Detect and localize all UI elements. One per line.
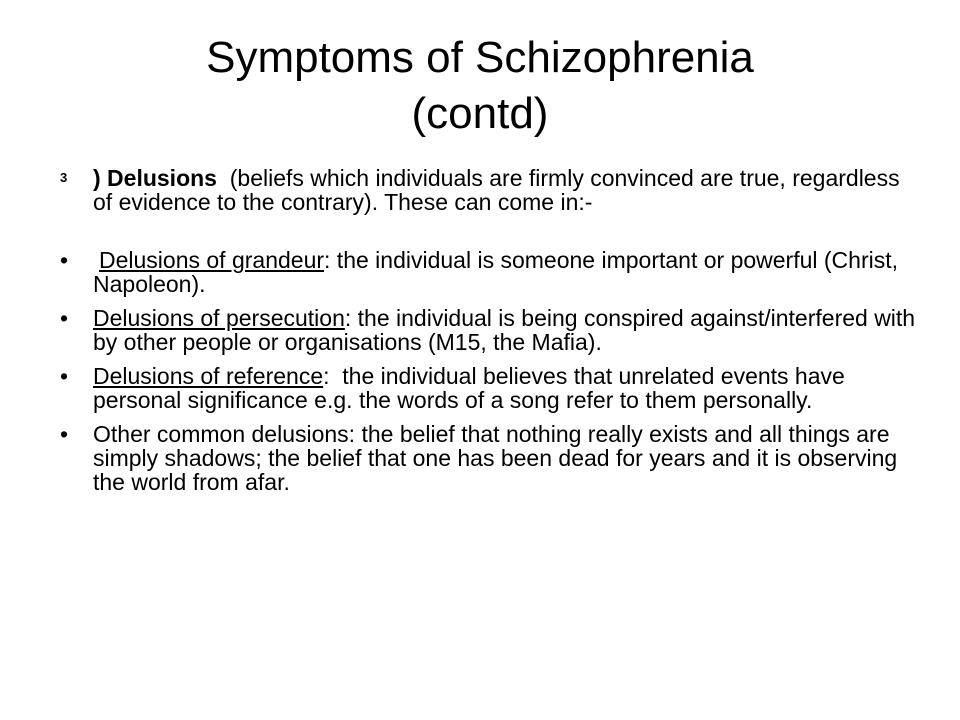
bullet-term: Delusions of grandeur bbox=[99, 247, 325, 273]
bullet-icon: • bbox=[60, 421, 69, 447]
bullet-list bbox=[60, 248, 920, 494]
bullet-icon: • bbox=[60, 305, 69, 331]
bullet-term: Delusions of persecution bbox=[93, 305, 345, 331]
bullet-icon: • bbox=[60, 363, 69, 389]
bullet-term: Delusions of reference bbox=[93, 363, 324, 389]
list-item bbox=[60, 422, 920, 494]
list-item bbox=[60, 364, 920, 412]
bullet-text: : the individual is someone important or powerful (Christ, Napoleon). bbox=[93, 247, 899, 297]
slide-body bbox=[60, 166, 920, 504]
point-number: 3 bbox=[60, 170, 68, 185]
list-item bbox=[60, 306, 920, 354]
intro-term: ) Delusions bbox=[93, 165, 217, 191]
slide-title-line-2: (contd) bbox=[411, 89, 549, 138]
bullet-icon: • bbox=[60, 247, 69, 273]
slide-title bbox=[60, 30, 900, 142]
bullet-text: : the individual believes that unrelated events have personal significance e.g. the words of a song refer to them personally. bbox=[93, 363, 852, 413]
bullet-text: Other common delusions: the belief that nothing really exists and all things are simply shadows; the belief that one has been dead for years and it is observing the world from afar. bbox=[93, 421, 898, 495]
intro-text: (beliefs which individuals are firmly convinced are true, regardless of evidence to the contrary). These can come in:- bbox=[93, 165, 906, 215]
list-item bbox=[60, 248, 920, 296]
bullet-text: : the individual is being conspired against/interfered with by other people or organisations (M15, the Mafia). bbox=[93, 305, 916, 355]
slide-title-line-1: Symptoms of Schizophrenia bbox=[206, 33, 754, 82]
intro-paragraph bbox=[60, 166, 920, 214]
